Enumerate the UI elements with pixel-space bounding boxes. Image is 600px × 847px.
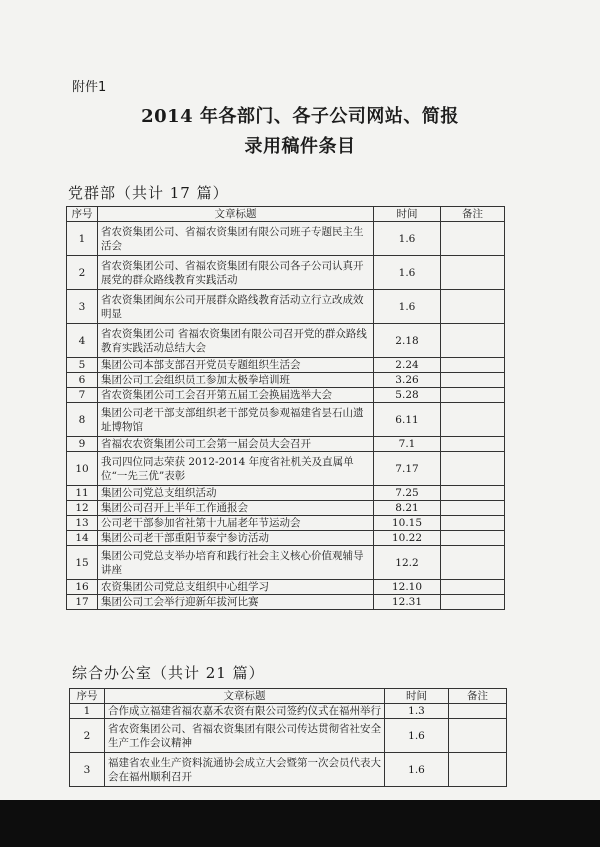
row-time: 1.6	[374, 290, 441, 324]
table-row	[70, 753, 507, 787]
row-time: 6.11	[374, 403, 441, 437]
table-row	[67, 373, 505, 388]
row-time: 7.1	[374, 437, 441, 452]
row-title: 集团公司党总支组织活动	[98, 486, 374, 501]
row-time: 12.10	[374, 580, 441, 595]
column-header-no: 序号	[67, 207, 98, 222]
row-title: 公司老干部参加省社第十九届老年节运动会	[98, 516, 374, 531]
column-header-title: 文章标题	[98, 207, 374, 222]
row-note	[441, 437, 505, 452]
row-note	[441, 388, 505, 403]
row-note	[441, 531, 505, 546]
row-title: 农资集团公司党总支组织中心组学习	[98, 580, 374, 595]
section-heading-office: 综合办公室（共计 21 篇）	[72, 664, 265, 682]
table-row	[70, 704, 507, 719]
articles-table-party	[66, 206, 505, 610]
row-title: 省农资集团公司、省福农资集团有限公司各子公司认真开展党的群众路线教育实践活动	[98, 256, 374, 290]
row-title: 省农资集团公司、省福农资集团有限公司班子专题民主生活会	[98, 222, 374, 256]
row-number: 3	[67, 290, 98, 324]
table-row	[67, 403, 505, 437]
row-title: 集团公司工会组织员工参加太极拳培训班	[98, 373, 374, 388]
row-note	[441, 290, 505, 324]
row-note	[441, 222, 505, 256]
row-note	[441, 486, 505, 501]
row-time: 8.21	[374, 501, 441, 516]
table-row	[67, 290, 505, 324]
table-row	[67, 486, 505, 501]
row-note	[441, 595, 505, 610]
column-header-time: 时间	[385, 689, 449, 704]
table-header-row	[67, 207, 505, 222]
row-number: 2	[70, 719, 105, 753]
row-number: 14	[67, 531, 98, 546]
row-number: 1	[67, 222, 98, 256]
row-number: 9	[67, 437, 98, 452]
row-time: 7.25	[374, 486, 441, 501]
row-note	[441, 373, 505, 388]
row-note	[441, 403, 505, 437]
row-time: 7.17	[374, 452, 441, 486]
row-time: 1.6	[374, 256, 441, 290]
row-number: 15	[67, 546, 98, 580]
row-number: 13	[67, 516, 98, 531]
document-title-line2: 录用稿件条目	[244, 136, 356, 157]
articles-table-office	[69, 688, 507, 787]
row-number: 17	[67, 595, 98, 610]
row-time: 10.15	[374, 516, 441, 531]
row-number: 7	[67, 388, 98, 403]
table-row	[70, 719, 507, 753]
row-note	[449, 753, 507, 787]
scan-bottom-edge	[0, 800, 600, 847]
table-row	[67, 222, 505, 256]
table-row	[67, 324, 505, 358]
row-time: 1.6	[385, 719, 449, 753]
row-time: 2.24	[374, 358, 441, 373]
row-time: 1.6	[385, 753, 449, 787]
table-row	[67, 546, 505, 580]
row-title: 省农资集团公司 省福农资集团有限公司召开党的群众路线教育实践活动总结大会	[98, 324, 374, 358]
row-time: 1.6	[374, 222, 441, 256]
row-title: 省农资集团闽东公司开展群众路线教育活动立行立改成效明显	[98, 290, 374, 324]
row-number: 10	[67, 452, 98, 486]
row-title: 省农资集团公司工会召开第五届工会换届选举大会	[98, 388, 374, 403]
row-number: 6	[67, 373, 98, 388]
table-header-row	[70, 689, 507, 704]
row-note	[441, 580, 505, 595]
row-number: 4	[67, 324, 98, 358]
document-title-line1: 2014 年各部门、各子公司网站、简报	[141, 106, 459, 127]
column-header-note: 备注	[449, 689, 507, 704]
column-header-no: 序号	[70, 689, 105, 704]
row-title: 合作成立福建省福农嘉禾农资有限公司签约仪式在福州举行	[105, 704, 385, 719]
table-row	[67, 580, 505, 595]
row-time: 12.31	[374, 595, 441, 610]
row-title: 我司四位同志荣获 2012-2014 年度省社机关及直属单位“一先三优”表彰	[98, 452, 374, 486]
attachment-label: 附件1	[72, 80, 107, 95]
row-note	[441, 358, 505, 373]
row-title: 集团公司工会举行迎新年拔河比赛	[98, 595, 374, 610]
row-note	[441, 516, 505, 531]
row-time: 1.3	[385, 704, 449, 719]
row-note	[441, 324, 505, 358]
table-row	[67, 388, 505, 403]
table-row	[67, 501, 505, 516]
column-header-time: 时间	[374, 207, 441, 222]
table-row	[67, 256, 505, 290]
section-heading-party: 党群部（共计 17 篇）	[68, 184, 229, 202]
row-number: 12	[67, 501, 98, 516]
table-row	[67, 358, 505, 373]
table-row	[67, 516, 505, 531]
column-header-title: 文章标题	[105, 689, 385, 704]
row-number: 5	[67, 358, 98, 373]
row-time: 12.2	[374, 546, 441, 580]
row-number: 1	[70, 704, 105, 719]
column-header-note: 备注	[441, 207, 505, 222]
table-row	[67, 595, 505, 610]
row-title: 集团公司本部支部召开党员专题组织生活会	[98, 358, 374, 373]
row-title: 集团公司召开上半年工作通报会	[98, 501, 374, 516]
row-note	[441, 256, 505, 290]
row-time: 5.28	[374, 388, 441, 403]
row-number: 16	[67, 580, 98, 595]
row-title: 省农资集团公司、省福农资集团有限公司传达贯彻省社安全生产工作会议精神	[105, 719, 385, 753]
row-note	[441, 501, 505, 516]
row-title: 集团公司老干部支部组织老干部党员参观福建省昙石山遗址博物馆	[98, 403, 374, 437]
row-note	[441, 452, 505, 486]
row-time: 2.18	[374, 324, 441, 358]
row-time: 3.26	[374, 373, 441, 388]
row-title: 福建省农业生产资料流通协会成立大会暨第一次会员代表大会在福州顺利召开	[105, 753, 385, 787]
row-title: 省福农农资集团公司工会第一届会员大会召开	[98, 437, 374, 452]
row-title: 集团公司党总支举办培育和践行社会主义核心价值观辅导讲座	[98, 546, 374, 580]
row-title: 集团公司老干部重阳节泰宁参访活动	[98, 531, 374, 546]
row-note	[449, 719, 507, 753]
row-number: 3	[70, 753, 105, 787]
row-time: 10.22	[374, 531, 441, 546]
row-note	[449, 704, 507, 719]
table-row	[67, 452, 505, 486]
row-number: 2	[67, 256, 98, 290]
row-number: 11	[67, 486, 98, 501]
table-row	[67, 531, 505, 546]
row-note	[441, 546, 505, 580]
table-row	[67, 437, 505, 452]
row-number: 8	[67, 403, 98, 437]
